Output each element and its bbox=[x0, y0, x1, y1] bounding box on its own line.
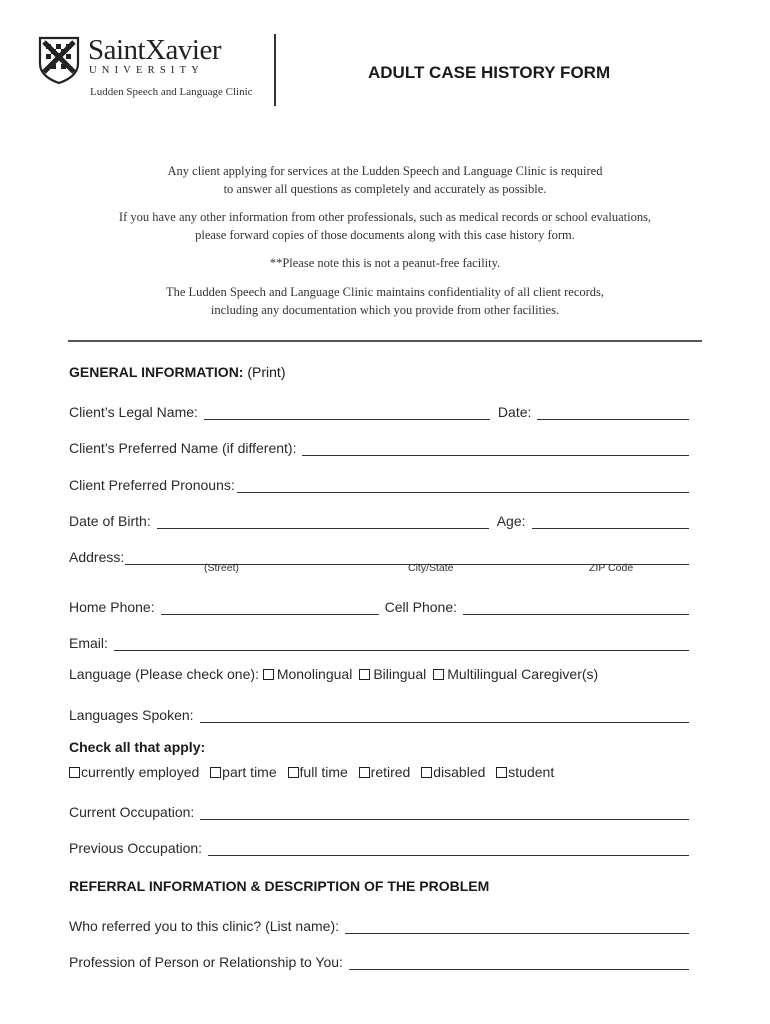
address-zip-caption: ZIP Code bbox=[589, 562, 634, 574]
checkbox-icon[interactable] bbox=[69, 767, 80, 778]
current-occupation-field[interactable] bbox=[200, 805, 689, 820]
intro-paragraph-2: If you have any other information from other professionals, such as medical records or school evaluations, please forward copies of those documents along with this case history form. bbox=[118, 210, 652, 242]
option-currently-employed[interactable]: currently employed bbox=[69, 764, 199, 780]
pronouns-row bbox=[69, 471, 689, 493]
dob-row bbox=[69, 507, 689, 529]
age-label: Age: bbox=[496, 513, 526, 529]
checkbox-icon[interactable] bbox=[496, 767, 507, 778]
who-referred-row bbox=[69, 912, 689, 934]
legal-name-row bbox=[69, 398, 689, 420]
peanut-note: **Please note this is not a peanut-free facility. bbox=[269, 256, 501, 270]
email-field[interactable] bbox=[114, 636, 689, 651]
logo-wordmark: SaintXavier bbox=[88, 34, 222, 66]
preferred-name-field[interactable] bbox=[302, 441, 689, 456]
phone-row bbox=[69, 593, 689, 615]
referral-heading: REFERRAL INFORMATION & DESCRIPTION OF THE PROBLEM bbox=[69, 878, 490, 894]
languages-spoken-label: Languages Spoken: bbox=[69, 707, 194, 723]
date-label: Date: bbox=[497, 404, 532, 420]
home-phone-label: Home Phone: bbox=[69, 599, 155, 615]
logo-clinic-name: Ludden Speech and Language Clinic bbox=[90, 86, 253, 98]
pronouns-field[interactable] bbox=[237, 478, 689, 493]
option-full-time[interactable]: full time bbox=[288, 764, 348, 780]
checkbox-icon[interactable] bbox=[288, 767, 299, 778]
address-label: Address: bbox=[69, 549, 125, 565]
email-row bbox=[69, 629, 689, 651]
general-info-heading: GENERAL INFORMATION: (Print) bbox=[69, 364, 286, 380]
languages-spoken-field[interactable] bbox=[200, 708, 689, 723]
address-street-caption: (Street) bbox=[204, 562, 240, 574]
pronouns-label: Client Preferred Pronouns: bbox=[69, 477, 235, 493]
logo-university: UNIVERSITY bbox=[89, 65, 204, 76]
address-city-caption: City/State bbox=[408, 562, 454, 574]
university-logo bbox=[38, 36, 268, 106]
preferred-name-row bbox=[69, 434, 689, 456]
page-title: ADULT CASE HISTORY FORM bbox=[368, 63, 611, 82]
header-divider bbox=[274, 34, 276, 106]
home-phone-field[interactable] bbox=[161, 600, 379, 615]
checkbox-icon[interactable] bbox=[421, 767, 432, 778]
language-row bbox=[69, 666, 605, 682]
checkbox-icon[interactable] bbox=[359, 767, 370, 778]
who-referred-field[interactable] bbox=[345, 919, 689, 934]
employment-row bbox=[69, 764, 561, 780]
intro-paragraph-1: Any client applying for services at the Ludden Speech and Language Clinic is required to answer all questions as completely and accurately as possible. bbox=[167, 164, 603, 196]
languages-spoken-row bbox=[69, 701, 689, 723]
email-label: Email: bbox=[69, 635, 108, 651]
option-student[interactable]: student bbox=[496, 764, 554, 780]
previous-occupation-row bbox=[69, 834, 689, 856]
language-option-bilingual[interactable]: Bilingual bbox=[359, 666, 426, 682]
profession-field[interactable] bbox=[349, 955, 689, 970]
checkbox-icon[interactable] bbox=[359, 669, 370, 680]
previous-occupation-label: Previous Occupation: bbox=[69, 840, 203, 856]
option-disabled[interactable]: disabled bbox=[421, 764, 485, 780]
dob-label: Date of Birth: bbox=[69, 513, 151, 529]
checkbox-icon[interactable] bbox=[433, 669, 444, 680]
dob-field[interactable] bbox=[157, 514, 489, 529]
current-occupation-row bbox=[69, 798, 689, 820]
language-option-multilingual[interactable]: Multilingual Caregiver(s) bbox=[433, 666, 598, 682]
check-all-heading: Check all that apply: bbox=[69, 739, 206, 755]
current-occupation-label: Current Occupation: bbox=[69, 804, 195, 820]
profession-label: Profession of Person or Relationship to You: bbox=[69, 954, 343, 970]
option-retired[interactable]: retired bbox=[359, 764, 411, 780]
profession-row bbox=[69, 948, 689, 970]
legal-name-label: Client’s Legal Name: bbox=[69, 404, 198, 420]
date-field[interactable] bbox=[537, 405, 689, 420]
language-label: Language (Please check one): bbox=[69, 666, 259, 682]
cell-phone-field[interactable] bbox=[463, 600, 689, 615]
section-divider bbox=[68, 340, 702, 342]
option-part-time[interactable]: part time bbox=[210, 764, 276, 780]
language-option-monolingual[interactable]: Monolingual bbox=[263, 666, 353, 682]
checkbox-icon[interactable] bbox=[263, 669, 274, 680]
cell-phone-label: Cell Phone: bbox=[384, 599, 457, 615]
confidentiality-note: The Ludden Speech and Language Clinic maintains confidentiality of all client records, including any documentation which you provide from other facilities. bbox=[165, 285, 605, 317]
shield-icon bbox=[38, 36, 80, 84]
who-referred-label: Who referred you to this clinic? (List name): bbox=[69, 918, 339, 934]
preferred-name-label: Client’s Preferred Name (if different): bbox=[69, 440, 297, 456]
age-field[interactable] bbox=[532, 514, 689, 529]
legal-name-field[interactable] bbox=[204, 405, 490, 420]
checkbox-icon[interactable] bbox=[210, 767, 221, 778]
previous-occupation-field[interactable] bbox=[208, 841, 689, 856]
